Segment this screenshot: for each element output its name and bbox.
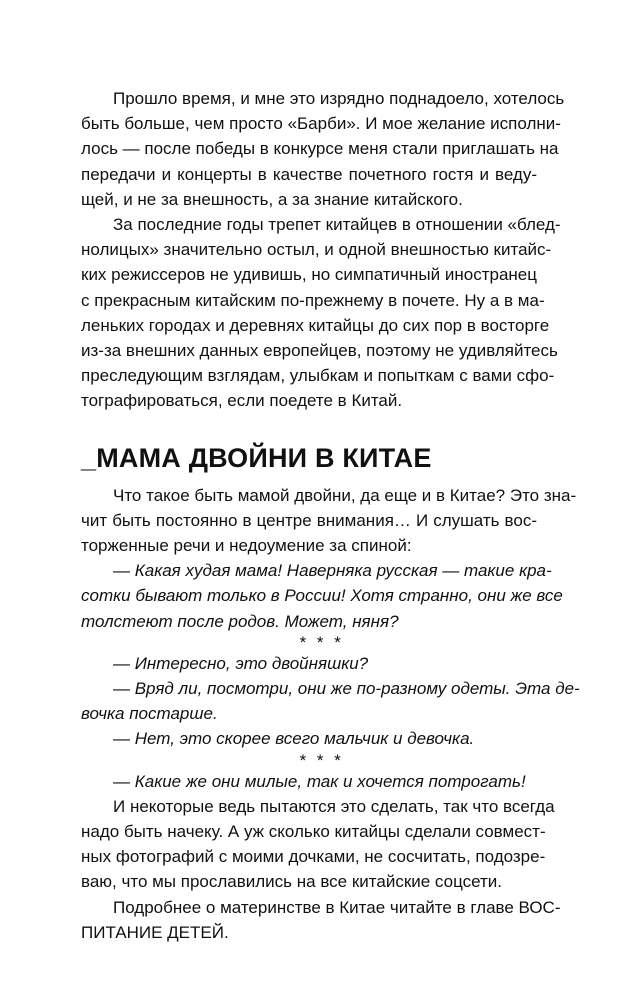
text-line: ПИТАНИЕ ДЕТЕЙ.: [81, 922, 229, 942]
dialogue-quote: [81, 726, 537, 751]
text-line: толстеют после родов. Может, няня?: [81, 611, 399, 631]
text-line: передачи и концерты в качестве почетного гостя и веду-: [81, 164, 537, 184]
section-heading: _МАМА ДВОЙНИ В КИТАЕ: [81, 442, 432, 473]
dialogue-quote: [81, 769, 537, 794]
text-line: торженные речи и недоумение за спиной:: [81, 536, 412, 556]
text-line: лось — после победы в конкурсе меня стали приглашать на: [81, 139, 559, 159]
text-line: из-за внешних данных европейцев, поэтому не удивляйтесь: [81, 341, 558, 361]
paragraph: [81, 895, 561, 945]
text-line: быть больше, чем просто «Барби». И мое желание исполни-: [81, 114, 561, 134]
dialogue-quote: [81, 676, 580, 726]
text-line: — Нет, это скорее всего мальчик и девочка.: [113, 729, 475, 749]
paragraph: [81, 483, 577, 559]
paragraph: [81, 794, 555, 895]
text-line: чит быть постоянно в центре внимания… И слушать вос-: [81, 510, 537, 530]
text-line: вочка постарше.: [81, 704, 218, 724]
dialogue-quote: [81, 651, 537, 676]
text-line: — Интересно, это двойняшки?: [113, 653, 369, 673]
text-line: Что такое быть мамой двойни, да еще и в Китае? Это зна-: [113, 485, 577, 505]
separator-stars: * * *: [298, 632, 344, 652]
text-line: — Вряд ли, посмотри, они же по-разному одеты. Эта де-: [113, 679, 580, 699]
book-page: [81, 86, 580, 945]
text-line: надо быть начеку. А уж сколько китайцы сделали совмест-: [81, 822, 546, 842]
text-line: леньких городах и деревнях китайцы до сих пор в восторге: [81, 315, 550, 335]
paragraph: [81, 212, 561, 414]
section-gap: [81, 414, 537, 442]
text-line: нолицых» значительно остыл, и одной внешностью китайс-: [81, 240, 552, 260]
text-line: преследующим взглядам, улыбкам и попыткам с вами сфо-: [81, 366, 555, 386]
text-line: ких режиссеров не удивишь, но симпатичный иностранец: [81, 265, 537, 285]
text-line: — Какие же они милые, так и хочется потрогать!: [113, 771, 526, 791]
text-line: щей, и не за внешность, а за знание китайского.: [81, 189, 463, 209]
separator-stars: * * *: [298, 750, 344, 770]
text-line: За последние годы трепет китайцев в отношении «блед-: [113, 215, 561, 235]
dialogue-quote: [81, 558, 563, 634]
paragraph: [81, 86, 565, 212]
text-line: Подробнее о материнстве в Китае читайте в главе ВОС-: [113, 897, 561, 917]
text-line: ваю, что мы прославились на все китайские соцсети.: [81, 872, 503, 892]
text-line: сотки бывают только в России! Хотя странно, они же все: [81, 586, 563, 606]
text-line: тографироваться, если поедете в Китай.: [81, 391, 403, 411]
text-line: ных фотографий с моими дочками, не сосчитать, подозре-: [81, 847, 546, 867]
text-line: — Какая худая мама! Наверняка русская — такие кра-: [113, 561, 552, 581]
text-line: с прекрасным китайским по-прежнему в почете. Ну а в ма-: [81, 290, 545, 310]
text-line: Прошло время, и мне это изрядно поднадоело, хотелось: [113, 89, 565, 108]
text-line: И некоторые ведь пытаются это сделать, так что всегда: [113, 796, 555, 816]
